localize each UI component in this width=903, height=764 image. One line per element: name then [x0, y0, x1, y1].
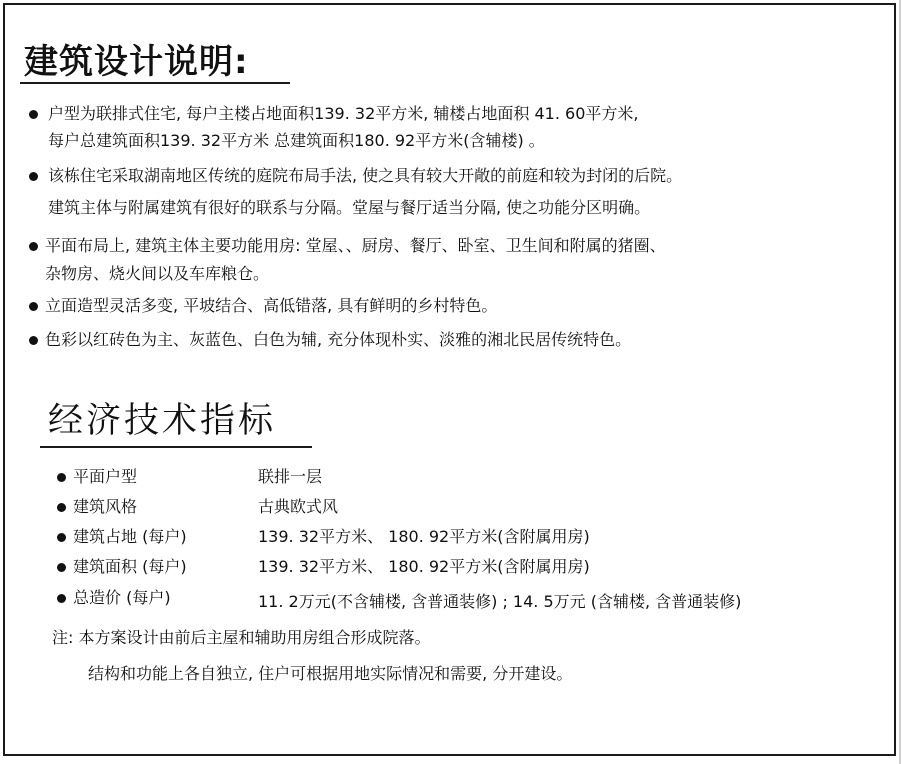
- bullet-icon: [57, 473, 66, 482]
- indicator-label-footprint: 建筑占地 (每户): [73, 527, 187, 546]
- bullet-icon: [29, 336, 38, 345]
- indicator-label-cost: 总造价 (每户): [73, 588, 171, 607]
- note-item-2-line-2: 建筑主体与附属建筑有很好的联系与分隔。堂屋与餐厅适当分隔, 使之功能分区明确。: [48, 198, 651, 217]
- design-notes-title-underline: [20, 82, 290, 84]
- indicator-value-floor-area: 139. 32平方米、 180. 92平方米(含附属用房): [258, 557, 590, 576]
- indicator-value-footprint: 139. 32平方米、 180. 92平方米(含附属用房): [258, 527, 590, 546]
- indicator-label-layout: 平面户型: [73, 467, 138, 486]
- design-notes-title: 建筑设计说明:: [24, 42, 249, 82]
- indicator-value-cost: 11. 2万元(不含辅楼, 含普通装修) ; 14. 5万元 (含辅楼, 含普通装修): [258, 592, 742, 611]
- bullet-icon: [57, 563, 66, 572]
- note-item-3-line-2: 杂物房、烧火间以及车库粮仓。: [45, 264, 270, 283]
- bullet-icon: [29, 110, 38, 119]
- indicator-label-floor-area: 建筑面积 (每户): [73, 557, 187, 576]
- indicator-label-style: 建筑风格: [73, 497, 138, 516]
- note-item-3-line-1: 平面布局上, 建筑主体主要功能用房: 堂屋、、厨房、餐厅、卧室、卫生间和附属的猪圈、: [45, 236, 666, 255]
- note-line-2: 结构和功能上各自独立, 住户可根据用地实际情况和需要, 分开建设。: [88, 664, 573, 683]
- bullet-icon: [57, 503, 66, 512]
- page-edge: [899, 0, 901, 764]
- indicator-value-style: 古典欧式风: [258, 497, 339, 516]
- note-item-1-line-1: 户型为联排式住宅, 每户主楼占地面积139. 32平方米, 辅楼占地面积 41. 60平方米,: [48, 104, 639, 123]
- note-item-4-line-1: 立面造型灵活多变, 平坡结合、高低错落, 具有鲜明的乡村特色。: [45, 296, 498, 315]
- bullet-icon: [29, 172, 38, 181]
- note-line-1: 注: 本方案设计由前后主屋和辅助用房组合形成院落。: [52, 628, 431, 647]
- bullet-icon: [29, 242, 38, 251]
- note-item-5-line-1: 色彩以红砖色为主、灰蓝色、白色为辅, 充分体现朴实、淡雅的湘北民居传统特色。: [45, 330, 632, 349]
- bullet-icon: [57, 594, 66, 603]
- indicators-title: 经济技术指标: [48, 401, 277, 441]
- note-item-1-line-2: 每户总建筑面积139. 32平方米 总建筑面积180. 92平方米(含辅楼) 。: [48, 131, 545, 150]
- indicator-value-layout: 联排一层: [258, 467, 323, 486]
- indicators-title-underline: [40, 446, 312, 448]
- note-item-2-line-1: 该栋住宅采取湖南地区传统的庭院布局手法, 使之具有较大开敞的前庭和较为封闭的后院。: [48, 166, 683, 185]
- bullet-icon: [29, 302, 38, 311]
- bullet-icon: [57, 533, 66, 542]
